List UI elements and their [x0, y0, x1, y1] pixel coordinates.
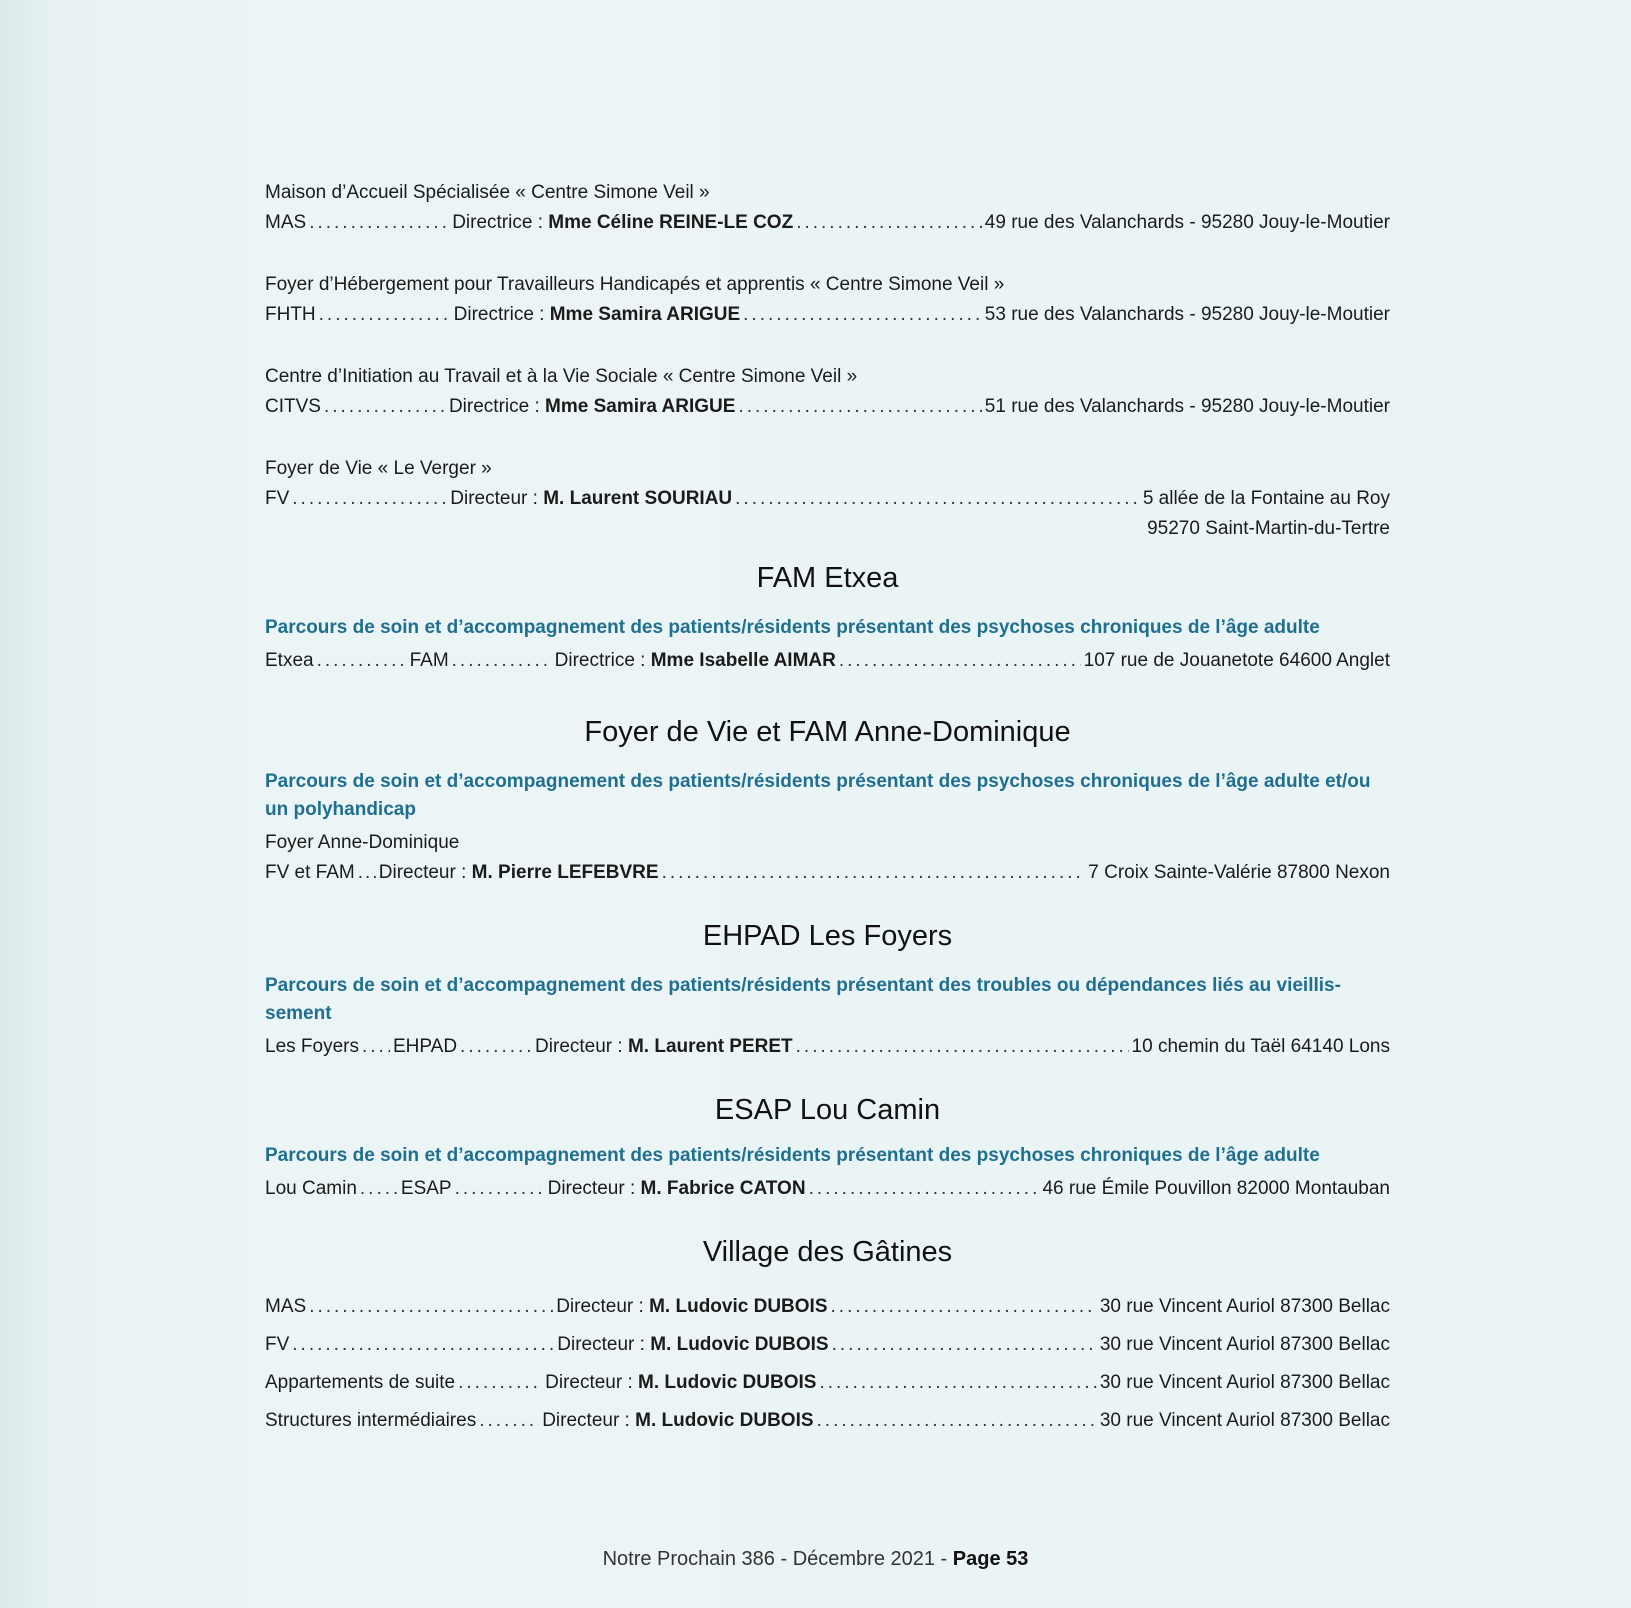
row-director: M. Fabrice CATON [640, 1178, 806, 1199]
row-director: M. Ludovic DUBOIS [649, 1296, 828, 1317]
dot-leader [479, 1406, 539, 1436]
section-subtitle: Parcours de soin et d’accompagnement des patients/résidents présentant des psychoses chroniques de l’âge adulte et/ou un polyhandicap [265, 771, 1371, 820]
entry-fhth-simone-veil [265, 270, 1390, 330]
entry-mas-simone-veil [265, 178, 1390, 238]
section-row [265, 858, 1390, 888]
section-subtitle: Parcours de soin et d’accompagnement des patients/résidents présentant des troubles ou dépendances liés au vieillis-sement [265, 975, 1341, 1024]
entry-citvs-simone-veil [265, 362, 1390, 422]
entry-director: Mme Samira ARIGUE [549, 304, 741, 325]
entry-code: FHTH [265, 304, 316, 325]
section-row [265, 1032, 1390, 1062]
row-address: 30 rue Vincent Auriol 87300 Bellac [1099, 1296, 1390, 1317]
section-anne-dominique [265, 710, 1390, 888]
dot-leader [831, 1292, 1097, 1322]
row-code: ESAP [400, 1178, 452, 1199]
entry-fv-le-verger [265, 454, 1390, 544]
section-row [265, 1174, 1390, 1204]
dot-leader [360, 1174, 398, 1204]
entry-name: Foyer de Vie « Le Verger » [265, 458, 492, 479]
section-village-des-gatines [265, 1230, 1390, 1444]
page-footer [0, 1548, 1631, 1571]
dot-leader [309, 1292, 553, 1322]
entry-name: Foyer d’Hébergement pour Travailleurs Handicapés et apprentis « Centre Simone Veil » [265, 274, 1005, 295]
dot-leader [317, 646, 407, 676]
section-row [265, 1330, 1390, 1368]
row-role: Directeur : [556, 1296, 644, 1317]
row-role: Directeur : [542, 1410, 630, 1431]
row-director: M. Ludovic DUBOIS [635, 1410, 814, 1431]
row-place: Les Foyers [265, 1036, 359, 1057]
row-code: FAM [409, 650, 449, 671]
dot-leader [358, 858, 376, 888]
dot-leader [455, 1174, 545, 1204]
dot-leader [460, 1032, 532, 1062]
dot-leader [362, 1032, 390, 1062]
row-role: Directeur : [557, 1334, 645, 1355]
section-esap-lou-camin [265, 1088, 1390, 1204]
section-row [265, 1406, 1390, 1444]
entry-code: FV [265, 488, 290, 509]
entry-code: CITVS [265, 396, 321, 417]
section-row [265, 646, 1390, 676]
dot-leader [662, 858, 1086, 888]
entry-code: MAS [265, 212, 307, 233]
section-title: ESAP Lou Camin [714, 1094, 941, 1126]
row-place: MAS [265, 1296, 307, 1317]
section-title: Village des Gâtines [702, 1236, 953, 1268]
entry-row [265, 208, 1390, 238]
row-place: Appartements de suite [265, 1372, 456, 1393]
row-director: M. Ludovic DUBOIS [638, 1372, 817, 1393]
row-place: FV [265, 1334, 290, 1355]
entry-name: Maison d’Accueil Spécialisée « Centre Simone Veil » [265, 182, 710, 203]
section-subtitle: Parcours de soin et d’accompagnement des patients/résidents présentant des psychoses chroniques de l’âge adulte [265, 1145, 1320, 1166]
footer-text: Notre Prochain 386 - Décembre 2021 - [602, 1548, 953, 1570]
dot-leader [832, 1330, 1097, 1360]
dot-leader [796, 208, 982, 238]
section-ehpad-les-foyers [265, 914, 1390, 1062]
section-place-line: Foyer Anne-Dominique [265, 832, 460, 853]
section-title: FAM Etxea [756, 562, 899, 594]
row-role: Directeur : [378, 862, 467, 883]
row-address: 10 chemin du Taël 64140 Lons [1131, 1036, 1390, 1057]
row-address: 7 Croix Sainte-Valérie 87800 Nexon [1088, 862, 1390, 883]
row-place: Etxea [265, 650, 314, 671]
dot-leader [743, 300, 982, 330]
entry-row [265, 300, 1390, 330]
dot-leader [738, 392, 981, 422]
dot-leader [839, 646, 1081, 676]
section-title: EHPAD Les Foyers [702, 920, 953, 952]
row-role: Directeur : [535, 1036, 623, 1057]
entry-name: Centre d’Initiation au Travail et à la Vie Sociale « Centre Simone Veil » [265, 366, 858, 387]
entry-role: Directrice : [452, 212, 543, 233]
dot-leader [292, 484, 447, 514]
row-director: Mme Isabelle AIMAR [650, 650, 836, 671]
row-address: 30 rue Vincent Auriol 87300 Bellac [1099, 1372, 1390, 1393]
entry-role: Directeur : [450, 488, 538, 509]
dot-leader [796, 1032, 1129, 1062]
entry-address: 53 rue des Valanchards - 95280 Jouy-le-Moutier [984, 304, 1390, 325]
section-row [265, 1368, 1390, 1406]
section-row [265, 1292, 1390, 1330]
section-title: Foyer de Vie et FAM Anne-Dominique [584, 716, 1071, 748]
entry-director: M. Laurent SOURIAU [543, 488, 733, 509]
row-address: 107 rue de Jouanetote 64600 Anglet [1083, 650, 1390, 671]
dot-leader [319, 300, 451, 330]
row-address: 30 rue Vincent Auriol 87300 Bellac [1099, 1334, 1390, 1355]
row-code: EHPAD [392, 1036, 458, 1057]
dot-leader [735, 484, 1140, 514]
dot-leader [324, 392, 446, 422]
dot-leader [452, 646, 552, 676]
directory-content [265, 178, 1390, 1470]
entry-role: Directrice : [453, 304, 545, 325]
row-place: Lou Camin [265, 1178, 357, 1199]
dot-leader [292, 1330, 554, 1360]
entry-director: Mme Céline REINE-LE COZ [548, 212, 794, 233]
dot-leader [458, 1368, 542, 1398]
entry-role: Directrice : [448, 396, 540, 417]
entry-director: Mme Samira ARIGUE [545, 396, 736, 417]
row-address: 46 rue Émile Pouvillon 82000 Montauban [1042, 1178, 1390, 1199]
row-address: 30 rue Vincent Auriol 87300 Bellac [1099, 1410, 1390, 1431]
dot-leader [817, 1406, 1097, 1436]
entry-address: 5 allée de la Fontaine au Roy [1142, 488, 1390, 509]
row-director: M. Ludovic DUBOIS [650, 1334, 829, 1355]
dot-leader [809, 1174, 1040, 1204]
entry-row [265, 484, 1390, 514]
row-director: M. Pierre LEFEBVRE [471, 862, 659, 883]
row-role: Directeur : [545, 1372, 633, 1393]
row-place: Structures intermédiaires [265, 1410, 477, 1431]
entry-address-line2: 95270 Saint-Martin-du-Tertre [1147, 518, 1390, 539]
entry-address: 51 rue des Valanchards - 95280 Jouy-le-Moutier [984, 396, 1390, 417]
row-role: Directrice : [554, 650, 646, 671]
section-subtitle: Parcours de soin et d’accompagnement des patients/résidents présentant des psychoses chroniques de l’âge adulte [265, 617, 1320, 638]
entry-address: 49 rue des Valanchards - 95280 Jouy-le-Moutier [984, 212, 1390, 233]
page-number: Page 53 [952, 1548, 1029, 1570]
dot-leader [309, 208, 449, 238]
section-fam-etxea [265, 556, 1390, 676]
row-code: FV et FAM [265, 862, 355, 883]
dot-leader [819, 1368, 1096, 1398]
row-director: M. Laurent PERET [627, 1036, 793, 1057]
row-role: Directeur : [547, 1178, 636, 1199]
entry-row [265, 392, 1390, 422]
